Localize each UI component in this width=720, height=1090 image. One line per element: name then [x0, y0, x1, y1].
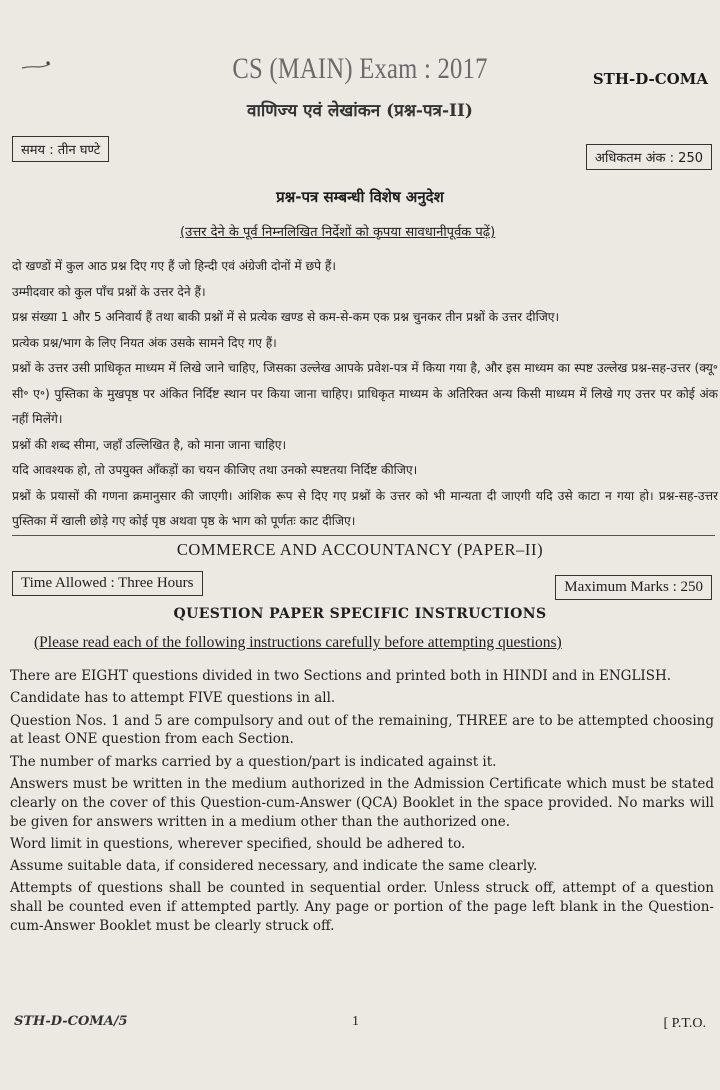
hindi-instruction-item: प्रश्न संख्या 1 और 5 अनिवार्य हैं तथा बाकी प्रश्नों में से प्रत्येक खण्ड से कम-से-कम एक प्रश्न चुनकर तीन प्रश्नों के उत्तर दीजिए। — [12, 310, 560, 324]
max-marks-english: Maximum Marks : 250 — [555, 575, 712, 600]
english-instruction-item: Attempts of questions shall be counted in sequential order. Unless struck off, attempt of a question shall be counted even if attempted partly. Any page or portion of the page left blank in the Question-cum-Answer Booklet must be clearly struck off. — [10, 880, 714, 935]
max-marks-hindi: अधिकतम अंक : 250 — [586, 144, 712, 170]
english-instructions-list — [10, 667, 714, 939]
hindi-instruction-item: यदि आवश्यक हो, तो उपयुक्त आँकड़ों का चयन कीजिए तथा उनको स्पष्टतया निर्दिष्ट कीजिए। — [12, 463, 418, 477]
footer-paper-code: STH-D-COMA/5 — [14, 1014, 128, 1029]
instructions-subtitle-english: (Please read each of the following instructions carefully before attempting questions) — [34, 634, 562, 651]
english-instruction-item: Word limit in questions, wherever specified, should be adhered to. — [10, 835, 466, 852]
hindi-instruction-item: प्रश्नों के प्रयासों की गणना क्रमानुसार की जाएगी। आंशिक रूप से दिए गए प्रश्नों के उत्तर को भी मान्यता दी जाएगी यदि उसे काटा न गया हो। प्रश्न-सह-उत्तर पुस्तिका में खाली छोड़े गए कोई पृष्ठ अथवा पृष्ठ के भाग को पूर्णतः काट दीजिए। — [12, 488, 718, 528]
paper-heading-english: COMMERCE AND ACCOUNTANCY (PAPER–II) — [176, 540, 544, 559]
ink-mark-icon — [20, 58, 54, 72]
time-allowed-hindi: समय : तीन घण्टे — [12, 136, 109, 162]
page-number: 1 — [352, 1014, 359, 1029]
section-divider — [12, 535, 715, 536]
english-instruction-item: Question Nos. 1 and 5 are compulsory and out of the remaining, THREE are to be attempted choosing at least ONE question from each Section. — [10, 712, 714, 748]
please-turn-over: [ P.T.O. — [663, 1016, 706, 1031]
paper-code: STH-D-COMA — [592, 70, 708, 88]
hindi-instructions-list — [12, 254, 718, 535]
hindi-instruction-item: प्रश्नों की शब्द सीमा, जहाँ उल्लिखित है, को माना जाना चाहिए। — [12, 437, 287, 452]
subject-title-hindi: वाणिज्य एवं लेखांकन (प्रश्न-पत्र-II) — [247, 101, 473, 121]
english-instruction-item: Assume suitable data, if considered necessary, and indicate the same clearly. — [10, 858, 538, 875]
instructions-title-hindi: प्रश्न-पत्र सम्बन्धी विशेष अनुदेश — [276, 188, 444, 206]
hindi-instruction-item: प्रत्येक प्रश्न/भाग के लिए नियत अंक उसके सामने दिए गए हैं। — [12, 335, 277, 350]
english-instruction-item: There are EIGHT questions divided in two Sections and printed both in HINDI and in ENGLISH. — [10, 668, 672, 684]
hindi-instruction-item: प्रश्नों के उत्तर उसी प्राधिकृत माध्यम में लिखे जाने चाहिए, जिसका उल्लेख आपके प्रवेश-पत्र में किया गया है, और इस माध्यम का स्पष्ट उल्लेख प्रश्न-सह-उत्तर (क्यू॰ सी॰ ए॰) पुस्तिका के मुखपृष्ठ पर अंकित निर्दिष्ट स्थान पर किया जाना चाहिए। प्राधिकृत माध्यम के अतिरिक्त अन्य किसी माध्यम में लिखे गए उत्तर पर कोई अंक नहीं मिलेंगे। — [12, 361, 718, 426]
english-instruction-item: Answers must be written in the medium authorized in the Admission Certificate which must be stated clearly on the cover of this Question-cum-Answer (QCA) Booklet in the space provided. No marks will be given for answers written in a medium other than the authorized one. — [10, 775, 714, 830]
instructions-subtitle-hindi: (उत्तर देने के पूर्व निम्नलिखित निर्देशों को कृपया सावधानीपूर्वक पढ़ें) — [180, 225, 496, 240]
english-instruction-item: The number of marks carried by a question/part is indicated against it. — [10, 753, 497, 770]
time-allowed-english: Time Allowed : Three Hours — [12, 571, 203, 596]
hindi-instruction-item: उम्मीदवार को कुल पाँच प्रश्नों के उत्तर देने हैं। — [12, 284, 206, 299]
exam-title: CS (MAIN) Exam : 2017 — [232, 52, 488, 85]
instructions-title-english: QUESTION PAPER SPECIFIC INSTRUCTIONS — [173, 606, 547, 622]
hindi-instruction-item: दो खण्डों में कुल आठ प्रश्न दिए गए हैं जो हिन्दी एवं अंग्रेजी दोनों में छपे हैं। — [12, 259, 337, 273]
english-instruction-item: Candidate has to attempt FIVE questions in all. — [10, 690, 336, 707]
